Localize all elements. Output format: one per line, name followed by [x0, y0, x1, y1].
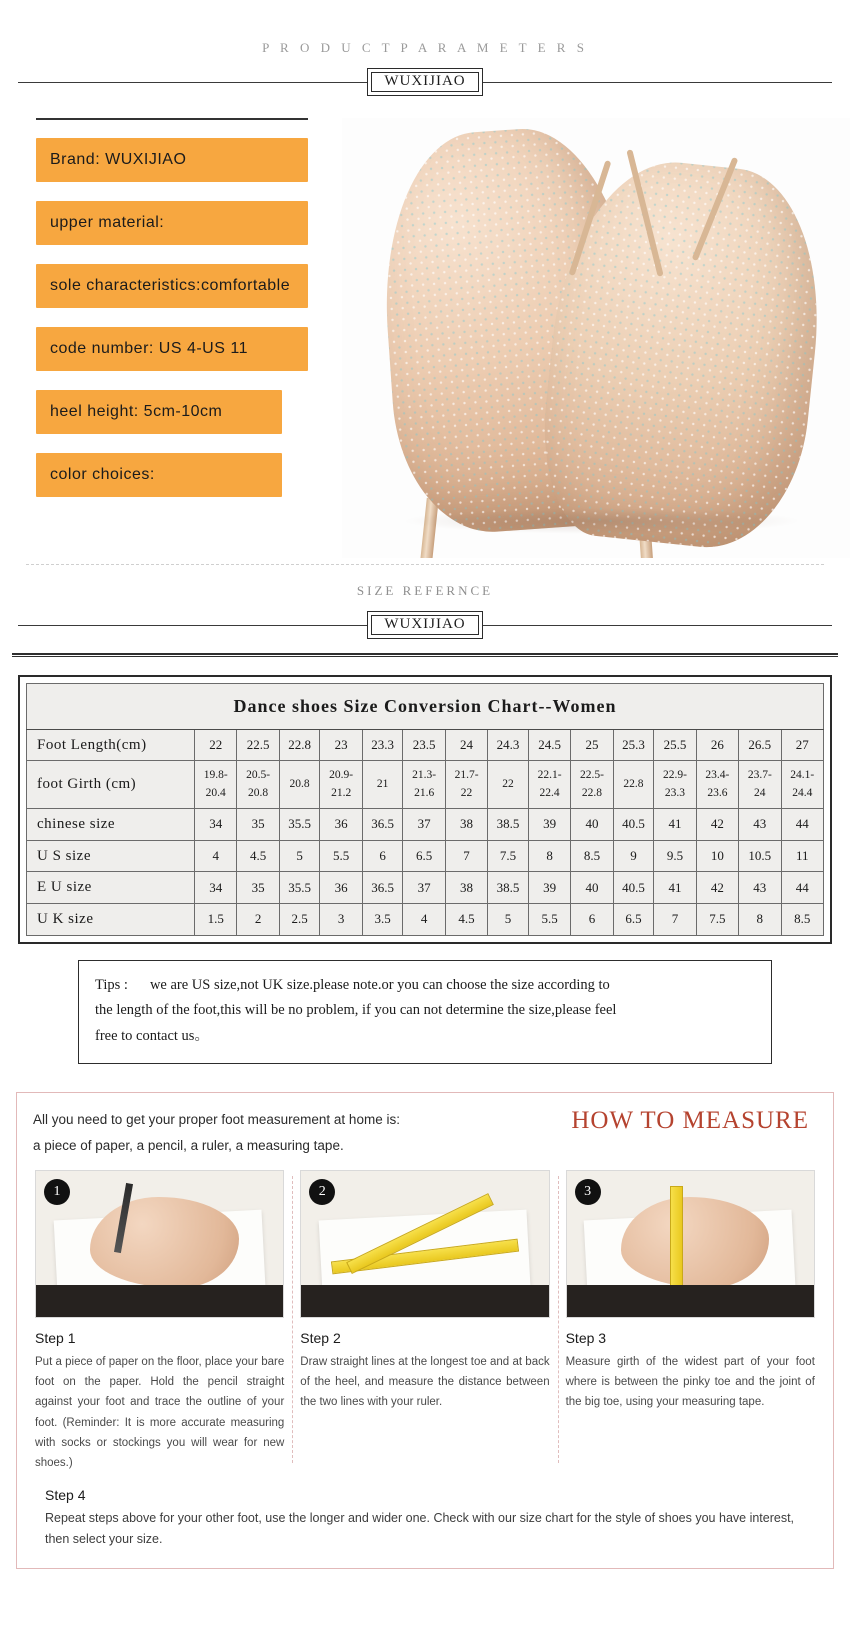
parameter-color-choices: color choices: — [36, 453, 282, 497]
table-cell: 3.5 — [362, 904, 403, 936]
table-cell: 43 — [739, 872, 781, 904]
table-cell: 25.3 — [613, 729, 654, 761]
table-cell: 44 — [781, 872, 824, 904]
row-header: foot Girth (cm) — [27, 761, 195, 809]
table-cell: 21.7- 22 — [445, 761, 487, 809]
table-cell: 2.5 — [279, 904, 320, 936]
row-header: Foot Length(cm) — [27, 729, 195, 761]
table-cell: 22 — [195, 729, 237, 761]
size-chart-table — [26, 683, 824, 936]
brand-logo: WUXIJIAO — [367, 68, 482, 96]
size-chart-title: Dance shoes Size Conversion Chart--Women — [27, 684, 824, 730]
measure-steps — [27, 1170, 823, 1473]
parameter-sole-characteristics: sole characteristics:comfortable — [36, 264, 308, 308]
section-rule — [12, 653, 838, 657]
table-cell: 8.5 — [781, 904, 824, 936]
table-cell: 1.5 — [195, 904, 237, 936]
step-1-title: Step 1 — [35, 1330, 76, 1347]
table-cell: 37 — [403, 872, 445, 904]
brand-rule — [0, 68, 850, 96]
table-cell: 24.1- 24.4 — [781, 761, 824, 809]
table-cell: 26.5 — [739, 729, 781, 761]
table-cell: 36.5 — [362, 872, 403, 904]
table-cell: 39 — [528, 808, 570, 840]
table-cell: 22.1- 22.4 — [528, 761, 570, 809]
table-cell: 10.5 — [739, 840, 781, 872]
step-2-badge: 2 — [309, 1179, 335, 1205]
table-cell: 38 — [445, 808, 487, 840]
table-cell: 5 — [279, 840, 320, 872]
table-cell: 22.9- 23.3 — [654, 761, 696, 809]
table-cell: 9.5 — [654, 840, 696, 872]
table-cell: 35.5 — [279, 872, 320, 904]
table-cell: 40.5 — [613, 808, 654, 840]
product-parameters-section — [0, 118, 850, 558]
table-cell: 8.5 — [571, 840, 613, 872]
table-cell: 26 — [696, 729, 738, 761]
table-cell: 40 — [571, 872, 613, 904]
table-cell: 20.9- 21.2 — [320, 761, 362, 809]
table-cell: 4 — [403, 904, 445, 936]
tips-line-2: the length of the foot,this will be no problem, if you can not determine the size,please feel — [95, 1002, 617, 1019]
table-cell: 20.8 — [279, 761, 320, 809]
table-cell: 4.5 — [237, 840, 279, 872]
table-cell: 9 — [613, 840, 654, 872]
table-cell: 41 — [654, 872, 696, 904]
table-cell: 22 — [488, 761, 529, 809]
table-cell: 44 — [781, 808, 824, 840]
measure-header — [27, 1107, 823, 1158]
table-cell: 38.5 — [488, 872, 529, 904]
parameter-heel-height: heel height: 5cm-10cm — [36, 390, 282, 434]
parameter-brand: Brand: WUXIJIAO — [36, 138, 308, 182]
table-cell: 22.8 — [613, 761, 654, 809]
table-cell: 35 — [237, 872, 279, 904]
step-4-text: Repeat steps above for your other foot, use the longer and wider one. Check with our size chart for the style of shoes you have interest, then select your size. — [45, 1510, 795, 1547]
shoe-illustration — [342, 118, 850, 558]
table-cell: 27 — [781, 729, 824, 761]
table-row — [27, 729, 824, 761]
step-1-photo — [35, 1170, 284, 1318]
step-1-text: Put a piece of paper on the floor, place your bare foot on the paper. Hold the pencil straight against your foot and trace the outline of your foot. (Reminder: It is more accurate measuring with socks or stockings you will wear for new shoes.) — [35, 1356, 285, 1469]
table-cell: 7.5 — [488, 840, 529, 872]
table-cell: 21.3- 21.6 — [403, 761, 445, 809]
table-cell: 3 — [320, 904, 362, 936]
measure-step-4 — [37, 1487, 813, 1551]
floor-band — [567, 1285, 814, 1317]
foot — [621, 1197, 769, 1288]
table-cell: 37 — [403, 808, 445, 840]
table-cell: 6 — [362, 840, 403, 872]
parameter-code-number: code number: US 4-US 11 — [36, 327, 308, 371]
measure-intro — [27, 1107, 400, 1158]
step-2-text: Draw straight lines at the longest toe and at back of the heel, and measure the distance between the two lines with your ruler. — [300, 1356, 550, 1409]
tips-box — [78, 960, 772, 1064]
table-cell: 25.5 — [654, 729, 696, 761]
size-reference-brand-rule — [0, 611, 850, 639]
table-cell: 22.5 — [237, 729, 279, 761]
how-to-measure-title: HOW TO MEASURE — [571, 1106, 809, 1134]
step-2-title: Step 2 — [300, 1330, 341, 1347]
measure-intro-line-1: All you need to get your proper foot measurement at home is: — [33, 1111, 400, 1127]
table-cell: 36 — [320, 808, 362, 840]
table-cell: 39 — [528, 872, 570, 904]
row-header: U S size — [27, 840, 195, 872]
floor-shadow — [402, 508, 802, 534]
table-row — [27, 872, 824, 904]
step-3-title: Step 3 — [565, 1330, 607, 1347]
table-cell: 24 — [445, 729, 487, 761]
row-header: U K size — [27, 904, 195, 936]
table-cell: 23.5 — [403, 729, 445, 761]
tips-label: Tips : — [95, 976, 128, 993]
step-1-badge: 1 — [44, 1179, 70, 1205]
table-cell: 23.3 — [362, 729, 403, 761]
table-cell: 24.5 — [528, 729, 570, 761]
table-cell: 42 — [696, 872, 738, 904]
step-4-title: Step 4 — [45, 1486, 86, 1503]
step-3-text: Measure girth of the widest part of your foot where is between the pinky toe and the joint of the big toe, using your measuring tape. — [565, 1356, 815, 1409]
step-3-badge: 3 — [575, 1179, 601, 1205]
table-cell: 41 — [654, 808, 696, 840]
table-row — [27, 808, 824, 840]
table-cell: 6.5 — [403, 840, 445, 872]
table-row — [27, 761, 824, 809]
table-cell: 7.5 — [696, 904, 738, 936]
measuring-tape-girth — [670, 1186, 683, 1300]
table-cell: 11 — [781, 840, 824, 872]
parameter-top-rule — [36, 118, 308, 120]
page-title: P R O D U C T P A R A M E T E R S — [262, 40, 588, 55]
table-cell: 5.5 — [320, 840, 362, 872]
product-photo — [342, 118, 850, 558]
parameter-list — [36, 118, 336, 516]
table-cell: 35.5 — [279, 808, 320, 840]
table-row — [27, 904, 824, 936]
row-header: E U size — [27, 872, 195, 904]
table-cell: 36 — [320, 872, 362, 904]
table-cell: 7 — [654, 904, 696, 936]
measure-intro-line-2: a piece of paper, a pencil, a ruler, a measuring tape. — [33, 1137, 344, 1153]
foot — [90, 1197, 238, 1288]
size-reference-brand-logo: WUXIJIAO — [367, 611, 482, 639]
table-cell: 22.8 — [279, 729, 320, 761]
table-cell: 20.5- 20.8 — [237, 761, 279, 809]
table-cell: 8 — [528, 840, 570, 872]
measure-step-1 — [27, 1170, 292, 1473]
table-cell: 25 — [571, 729, 613, 761]
size-reference-header — [0, 565, 850, 639]
table-cell: 24.3 — [488, 729, 529, 761]
table-row — [27, 684, 824, 730]
table-row — [27, 840, 824, 872]
table-cell: 38.5 — [488, 808, 529, 840]
table-cell: 34 — [195, 808, 237, 840]
size-reference-title: SIZE REFERNCE — [356, 583, 494, 598]
table-cell: 10 — [696, 840, 738, 872]
table-cell: 34 — [195, 872, 237, 904]
table-cell: 38 — [445, 872, 487, 904]
floor-band — [36, 1285, 283, 1317]
table-cell: 7 — [445, 840, 487, 872]
tips-line-1: we are US size,not UK size.please note.or you can choose the size according to — [149, 976, 610, 993]
table-cell: 23 — [320, 729, 362, 761]
row-header: chinese size — [27, 808, 195, 840]
how-to-measure-section — [16, 1092, 834, 1570]
step-3-photo — [566, 1170, 815, 1318]
table-cell: 2 — [237, 904, 279, 936]
step-2-photo — [300, 1170, 549, 1318]
table-cell: 22.5- 22.8 — [571, 761, 613, 809]
table-cell: 5.5 — [528, 904, 570, 936]
size-chart — [18, 675, 832, 944]
measure-step-3 — [558, 1170, 823, 1473]
table-cell: 40.5 — [613, 872, 654, 904]
table-cell: 43 — [739, 808, 781, 840]
table-cell: 36.5 — [362, 808, 403, 840]
parameter-upper-material: upper material: — [36, 201, 308, 245]
table-cell: 35 — [237, 808, 279, 840]
table-cell: 6.5 — [613, 904, 654, 936]
table-cell: 4 — [195, 840, 237, 872]
table-cell: 8 — [739, 904, 781, 936]
table-cell: 19.8- 20.4 — [195, 761, 237, 809]
table-cell: 21 — [362, 761, 403, 809]
table-cell: 40 — [571, 808, 613, 840]
table-cell: 5 — [488, 904, 529, 936]
table-cell: 23.7- 24 — [739, 761, 781, 809]
measure-step-2 — [292, 1170, 557, 1473]
tips-line-3: free to contact us。 — [95, 1027, 209, 1044]
table-cell: 6 — [571, 904, 613, 936]
table-cell: 42 — [696, 808, 738, 840]
page-header — [0, 0, 850, 96]
table-cell: 4.5 — [445, 904, 487, 936]
table-cell: 23.4- 23.6 — [696, 761, 738, 809]
floor-band — [301, 1285, 548, 1317]
